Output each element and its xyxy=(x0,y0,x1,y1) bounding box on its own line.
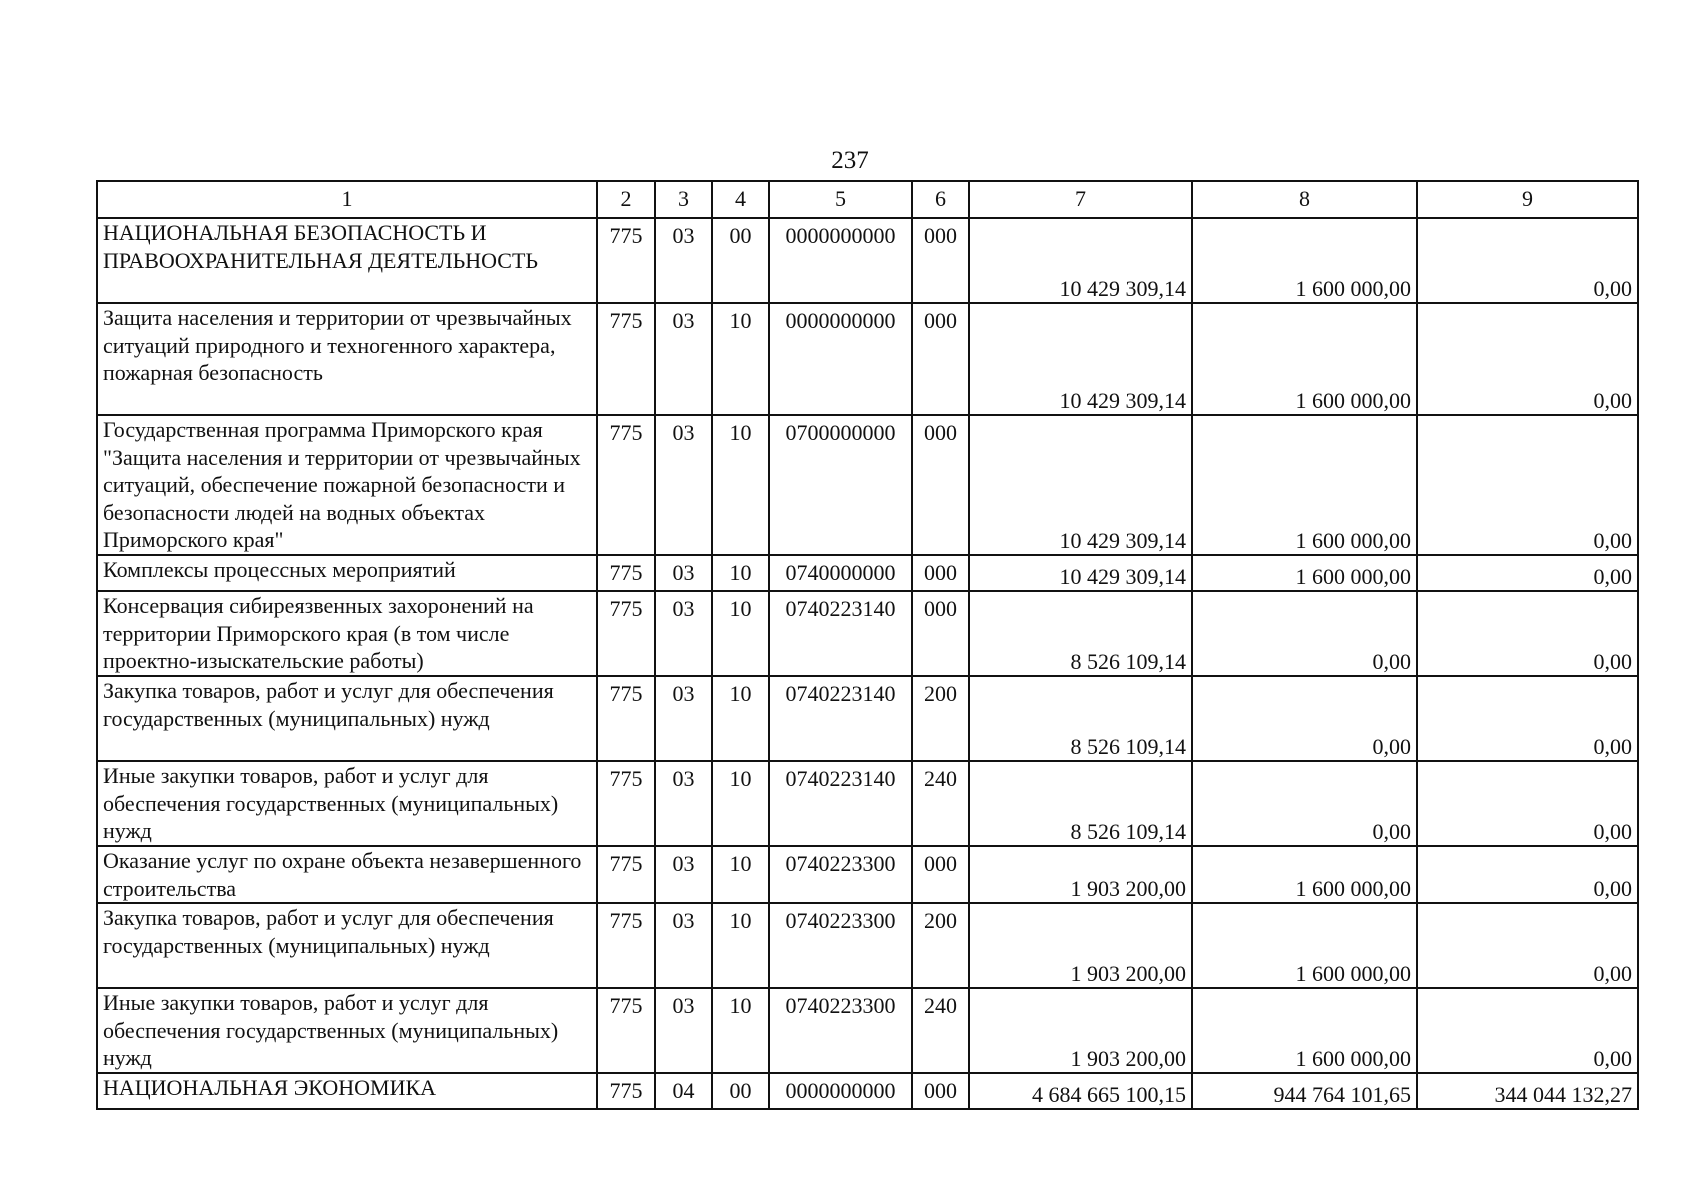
code-target: 0700000000 xyxy=(769,415,912,555)
code-expense-type: 200 xyxy=(912,903,969,988)
code-ministry: 775 xyxy=(597,303,655,415)
amount-col8: 1 600 000,00 xyxy=(1192,988,1417,1073)
amount-col9: 0,00 xyxy=(1417,761,1638,846)
code-section: 04 xyxy=(655,1073,712,1109)
code-section: 03 xyxy=(655,761,712,846)
row-name: Защита населения и территории от чрезвычайных ситуаций природного и техногенного характера, пожарная безопасность xyxy=(97,303,597,415)
amount-col8: 1 600 000,00 xyxy=(1192,303,1417,415)
code-ministry: 775 xyxy=(597,988,655,1073)
amount-col7: 8 526 109,14 xyxy=(969,676,1192,761)
amount-col8: 0,00 xyxy=(1192,761,1417,846)
amount-col8: 1 600 000,00 xyxy=(1192,555,1417,591)
amount-col9: 0,00 xyxy=(1417,988,1638,1073)
amount-col9: 0,00 xyxy=(1417,591,1638,676)
amount-col7: 4 684 665 100,15 xyxy=(969,1073,1192,1109)
table-row xyxy=(97,761,1638,846)
amount-col9: 0,00 xyxy=(1417,903,1638,988)
code-expense-type: 000 xyxy=(912,218,969,303)
table-row xyxy=(97,303,1638,415)
amount-col8: 1 600 000,00 xyxy=(1192,218,1417,303)
row-name: НАЦИОНАЛЬНАЯ БЕЗОПАСНОСТЬ И ПРАВООХРАНИТЕЛЬНАЯ ДЕЯТЕЛЬНОСТЬ xyxy=(97,218,597,303)
column-header: 6 xyxy=(912,181,969,218)
code-section: 03 xyxy=(655,303,712,415)
code-subsection: 10 xyxy=(712,903,769,988)
amount-col7: 10 429 309,14 xyxy=(969,415,1192,555)
amount-col9: 344 044 132,27 xyxy=(1417,1073,1638,1109)
code-section: 03 xyxy=(655,591,712,676)
column-header: 7 xyxy=(969,181,1192,218)
amount-col8: 0,00 xyxy=(1192,591,1417,676)
code-ministry: 775 xyxy=(597,555,655,591)
budget-table xyxy=(96,180,1639,1110)
amount-col8: 0,00 xyxy=(1192,676,1417,761)
table-row xyxy=(97,846,1638,903)
code-expense-type: 000 xyxy=(912,1073,969,1109)
code-section: 03 xyxy=(655,676,712,761)
row-name: Иные закупки товаров, работ и услуг для обеспечения государственных (муниципальных) нужд xyxy=(97,761,597,846)
amount-col7: 1 903 200,00 xyxy=(969,846,1192,903)
code-section: 03 xyxy=(655,555,712,591)
code-subsection: 10 xyxy=(712,415,769,555)
code-ministry: 775 xyxy=(597,846,655,903)
code-target: 0740223300 xyxy=(769,988,912,1073)
amount-col7: 10 429 309,14 xyxy=(969,555,1192,591)
table-row xyxy=(97,676,1638,761)
header-row xyxy=(97,181,1638,218)
amount-col9: 0,00 xyxy=(1417,676,1638,761)
row-name: НАЦИОНАЛЬНАЯ ЭКОНОМИКА xyxy=(97,1073,597,1109)
row-name: Закупка товаров, работ и услуг для обеспечения государственных (муниципальных) нужд xyxy=(97,903,597,988)
table-row xyxy=(97,591,1638,676)
code-ministry: 775 xyxy=(597,903,655,988)
code-section: 03 xyxy=(655,846,712,903)
code-target: 0740223300 xyxy=(769,903,912,988)
code-subsection: 10 xyxy=(712,761,769,846)
column-header: 1 xyxy=(97,181,597,218)
code-expense-type: 000 xyxy=(912,415,969,555)
code-subsection: 00 xyxy=(712,218,769,303)
amount-col7: 10 429 309,14 xyxy=(969,303,1192,415)
code-subsection: 10 xyxy=(712,846,769,903)
code-subsection: 10 xyxy=(712,988,769,1073)
code-subsection: 10 xyxy=(712,676,769,761)
code-ministry: 775 xyxy=(597,676,655,761)
row-name: Закупка товаров, работ и услуг для обеспечения государственных (муниципальных) нужд xyxy=(97,676,597,761)
code-target: 0000000000 xyxy=(769,1073,912,1109)
code-target: 0000000000 xyxy=(769,303,912,415)
amount-col8: 1 600 000,00 xyxy=(1192,903,1417,988)
row-name: Консервация сибиреязвенных захоронений на территории Приморского края (в том числе проектно-изыскательские работы) xyxy=(97,591,597,676)
amount-col7: 8 526 109,14 xyxy=(969,591,1192,676)
row-name: Комплексы процессных мероприятий xyxy=(97,555,597,591)
row-name: Государственная программа Приморского края "Защита населения и территории от чрезвычайных ситуаций, обеспечение пожарной безопасности и безопасности людей на водных объектах Приморского края" xyxy=(97,415,597,555)
code-target: 0000000000 xyxy=(769,218,912,303)
code-ministry: 775 xyxy=(597,761,655,846)
column-header: 4 xyxy=(712,181,769,218)
column-header: 2 xyxy=(597,181,655,218)
amount-col9: 0,00 xyxy=(1417,303,1638,415)
code-section: 03 xyxy=(655,218,712,303)
code-expense-type: 000 xyxy=(912,591,969,676)
code-ministry: 775 xyxy=(597,218,655,303)
table-row xyxy=(97,415,1638,555)
code-section: 03 xyxy=(655,988,712,1073)
code-target: 0740223300 xyxy=(769,846,912,903)
code-ministry: 775 xyxy=(597,1073,655,1109)
amount-col7: 8 526 109,14 xyxy=(969,761,1192,846)
code-target: 0740223140 xyxy=(769,761,912,846)
table-row xyxy=(97,903,1638,988)
code-ministry: 775 xyxy=(597,591,655,676)
page-number: 237 xyxy=(831,147,869,174)
code-target: 0740000000 xyxy=(769,555,912,591)
table-row xyxy=(97,555,1638,591)
amount-col9: 0,00 xyxy=(1417,415,1638,555)
code-target: 0740223140 xyxy=(769,676,912,761)
column-header: 5 xyxy=(769,181,912,218)
amount-col8: 1 600 000,00 xyxy=(1192,846,1417,903)
code-section: 03 xyxy=(655,903,712,988)
code-subsection: 10 xyxy=(712,591,769,676)
code-section: 03 xyxy=(655,415,712,555)
amount-col7: 1 903 200,00 xyxy=(969,903,1192,988)
code-expense-type: 240 xyxy=(912,761,969,846)
amount-col9: 0,00 xyxy=(1417,555,1638,591)
code-ministry: 775 xyxy=(597,415,655,555)
amount-col7: 1 903 200,00 xyxy=(969,988,1192,1073)
column-header: 8 xyxy=(1192,181,1417,218)
code-expense-type: 000 xyxy=(912,303,969,415)
amount-col7: 10 429 309,14 xyxy=(969,218,1192,303)
table-row xyxy=(97,218,1638,303)
amount-col8: 944 764 101,65 xyxy=(1192,1073,1417,1109)
code-target: 0740223140 xyxy=(769,591,912,676)
code-expense-type: 000 xyxy=(912,846,969,903)
code-subsection: 10 xyxy=(712,303,769,415)
code-expense-type: 240 xyxy=(912,988,969,1073)
amount-col9: 0,00 xyxy=(1417,846,1638,903)
code-subsection: 00 xyxy=(712,1073,769,1109)
code-subsection: 10 xyxy=(712,555,769,591)
amount-col9: 0,00 xyxy=(1417,218,1638,303)
row-name: Иные закупки товаров, работ и услуг для обеспечения государственных (муниципальных) нужд xyxy=(97,988,597,1073)
code-expense-type: 000 xyxy=(912,555,969,591)
table-row xyxy=(97,1073,1638,1109)
amount-col8: 1 600 000,00 xyxy=(1192,415,1417,555)
table-row xyxy=(97,988,1638,1073)
code-expense-type: 200 xyxy=(912,676,969,761)
row-name: Оказание услуг по охране объекта незавершенного строительства xyxy=(97,846,597,903)
column-header: 9 xyxy=(1417,181,1638,218)
column-header: 3 xyxy=(655,181,712,218)
